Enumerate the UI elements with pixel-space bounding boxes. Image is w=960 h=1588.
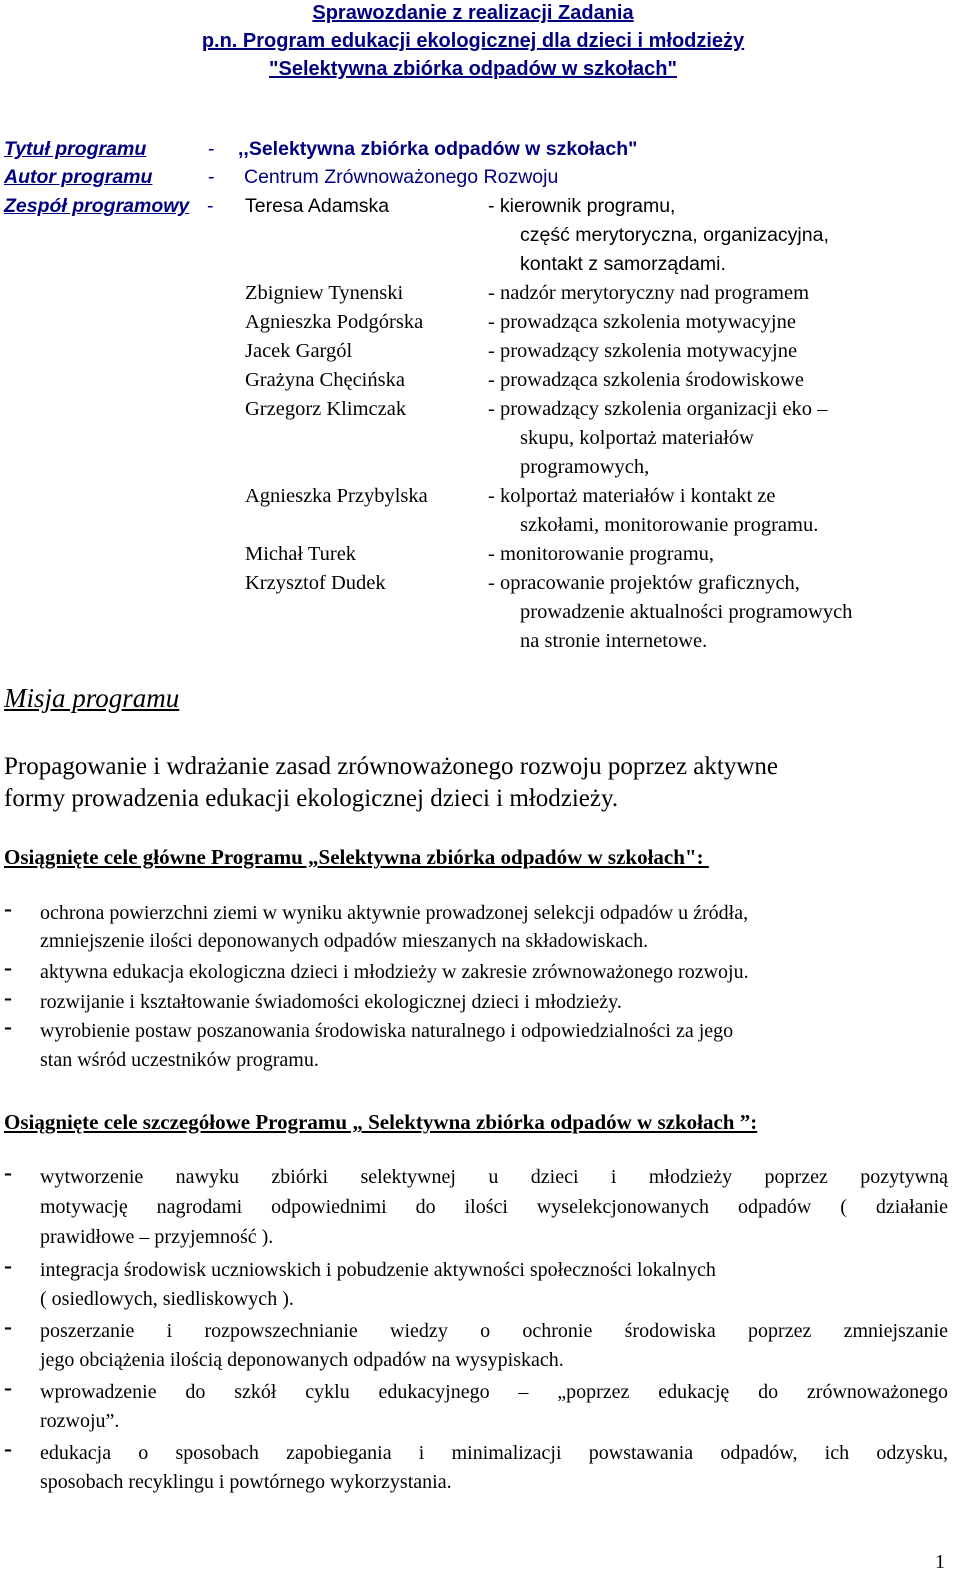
team-member-name: Agnieszka Podgórska	[245, 311, 424, 333]
team-member-role: - monitorowanie programu,	[488, 543, 715, 565]
main-goal-item: stan wśród uczestników programu.	[40, 1049, 319, 1071]
bullet-dash: -	[4, 1375, 12, 1401]
mission-text: Propagowanie i wdrażanie zasad zrównoważonego rozwoju poprzez aktywne	[4, 753, 778, 780]
bullet-dash: -	[4, 955, 12, 981]
team-member-role: na stronie internetowe.	[520, 630, 708, 652]
author-label: Autor programu	[4, 166, 153, 188]
report-title: Sprawozdanie z realizacji Zadania	[312, 2, 634, 24]
page-number: 1	[935, 1551, 945, 1573]
team-lead-role: część merytoryczna, organizacyjna,	[520, 224, 829, 246]
team-member-role: programowych,	[520, 456, 650, 478]
team-member-name: Zbigniew Tynenski	[245, 282, 404, 304]
detailed-goal-item: ( osiedlowych, siedliskowych ).	[40, 1288, 294, 1310]
report-program-name: "Selektywna zbiórka odpadów w szkołach"	[269, 58, 677, 80]
team-member-role: - prowadząca szkolenia środowiskowe	[488, 369, 804, 391]
team-member-name: Agnieszka Przybylska	[245, 485, 428, 507]
team-member-role: prowadzenie aktualności programowych	[520, 601, 853, 623]
bullet-dash: -	[4, 985, 12, 1011]
detailed-goal-item: wprowadzenie do szkół cyklu edukacyjnego – „poprzez edukację do zrównoważonego	[40, 1381, 948, 1403]
detailed-goal-item: rozwoju”.	[40, 1410, 120, 1432]
report-subtitle: p.n. Program edukacji ekologicznej dla dzieci i młodzieży	[201, 30, 745, 52]
team-member-role: - opracowanie projektów graficznych,	[488, 572, 800, 594]
title-dash: -	[208, 138, 215, 160]
team-label: Zespół programowy	[4, 195, 190, 217]
detailed-goal-item: edukacja o sposobach zapobiegania i minimalizacji powstawania odpadów, ich odzysku,	[40, 1442, 948, 1464]
detailed-goal-item: motywację nagrodami odpowiednimi do ilości wyselekcjonowanych odpadów ( działanie	[40, 1196, 948, 1218]
team-member-name: Grzegorz Klimczak	[245, 398, 407, 420]
team-member-role: skupu, kolportaż materiałów	[520, 427, 754, 449]
detailed-goals-heading: Osiągnięte cele szczegółowe Programu „ Selektywna zbiórka odpadów w szkołach ”:	[4, 1110, 758, 1134]
main-goal-item: aktywna edukacja ekologiczna dzieci i młodzieży w zakresie zrównoważonego rozwoju.	[40, 961, 749, 983]
team-member-role: - prowadzący szkolenia organizacji eko –	[488, 398, 828, 420]
detailed-goal-item: poszerzanie i rozpowszechnianie wiedzy o ochronie środowiska poprzez zmniejszanie	[40, 1320, 948, 1342]
detailed-goal-item: prawidłowe – przyjemność ).	[40, 1226, 274, 1248]
team-dash: -	[207, 195, 214, 217]
team-member-name: Grażyna Chęcińska	[245, 369, 405, 391]
detailed-goal-item: jego obciążenia ilością deponowanych odpadów na wysypiskach.	[40, 1349, 564, 1371]
bullet-dash: -	[4, 1160, 12, 1186]
team-member-name: Michał Turek	[245, 543, 357, 565]
team-lead-name: Teresa Adamska	[245, 195, 390, 217]
bullet-dash: -	[4, 896, 12, 922]
team-member-role: - prowadzący szkolenia motywacyjne	[488, 340, 798, 362]
bullet-dash: -	[4, 1314, 12, 1340]
bullet-dash: -	[4, 1436, 12, 1462]
main-goals-heading: Osiągnięte cele główne Programu „Selektywna zbiórka odpadów w szkołach":	[4, 845, 709, 869]
team-member-role: szkołami, monitorowanie programu.	[520, 514, 819, 536]
author-value: Centrum Zrównoważonego Rozwoju	[244, 166, 559, 188]
title-label: Tytuł programu	[4, 138, 147, 160]
team-member-name: Krzysztof Dudek	[245, 572, 386, 594]
title-value: ,,Selektywna zbiórka odpadów w szkołach"	[238, 138, 638, 160]
main-goal-item: zmniejszenie ilości deponowanych odpadów mieszanych na składowiskach.	[40, 930, 649, 952]
detailed-goal-item: sposobach recyklingu i powtórnego wykorzystania.	[40, 1471, 452, 1493]
team-lead-role: kontakt z samorządami.	[520, 253, 726, 275]
team-member-role: - kolportaż materiałów i kontakt ze	[488, 485, 776, 507]
main-goal-item: rozwijanie i kształtowanie świadomości ekologicznej dzieci i młodzieży.	[40, 991, 622, 1013]
main-goal-item: wyrobienie postaw poszanowania środowiska naturalnego i odpowiedzialności za jego	[40, 1020, 734, 1042]
mission-text: formy prowadzenia edukacji ekologicznej dzieci i młodzieży.	[4, 785, 619, 812]
detailed-goal-item: integracja środowisk uczniowskich i pobudzenie aktywności społeczności lokalnych	[40, 1259, 716, 1281]
team-lead-role: - kierownik programu,	[488, 195, 676, 217]
team-member-name: Jacek Gargól	[245, 340, 353, 362]
main-goal-item: ochrona powierzchni ziemi w wyniku aktywnie prowadzonej selekcji odpadów u źródła,	[40, 902, 749, 924]
mission-heading: Misja programu	[4, 683, 180, 713]
bullet-dash: -	[4, 1253, 12, 1279]
team-member-role: - nadzór merytoryczny nad programem	[488, 282, 810, 304]
bullet-dash: -	[4, 1014, 12, 1040]
team-member-role: - prowadząca szkolenia motywacyjne	[488, 311, 796, 333]
author-dash: -	[208, 166, 215, 188]
detailed-goal-item: wytworzenie nawyku zbiórki selektywnej u dzieci i młodzieży poprzez pozytywną	[40, 1166, 948, 1188]
